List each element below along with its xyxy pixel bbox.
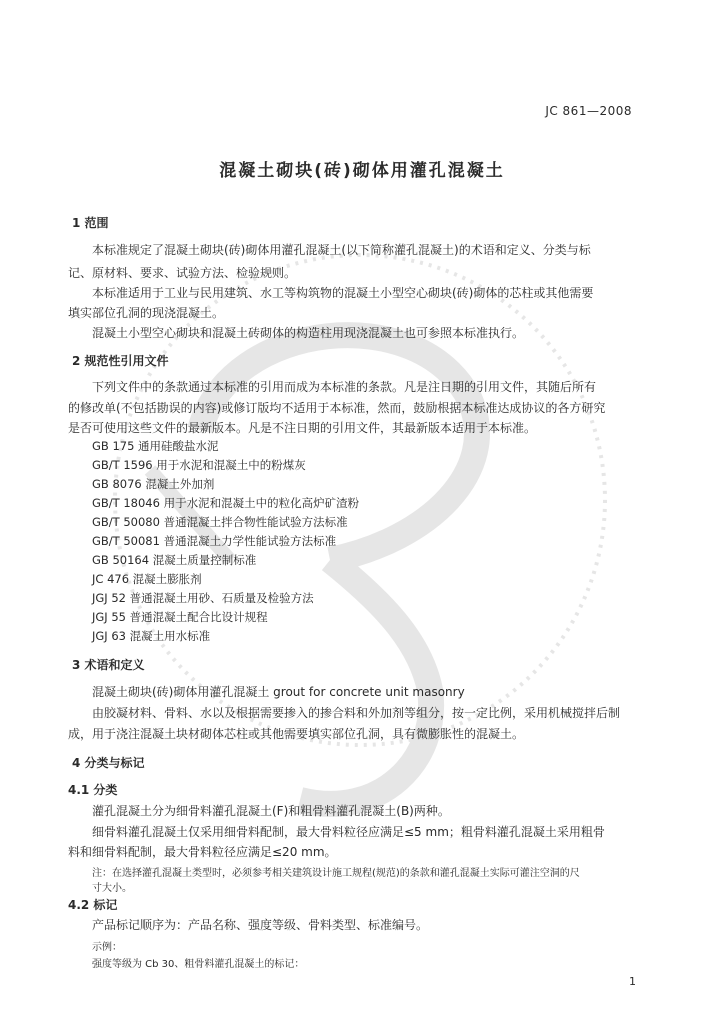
- example-text: 强度等级为 Cb 30、粗骨料灌孔混凝土的标记：: [92, 959, 305, 970]
- section-2-para: 下列文件中的条款通过本标准的引用而成为本标准的条款。凡是注日期的引用文件，其随后所有: [92, 380, 597, 394]
- section-1-para: 本标准适用于工业与民用建筑、水工等构筑物的混凝土小型空心砌块(砖)砌体的芯柱或其他需要: [92, 286, 594, 300]
- standard-number: JC 861—2008: [545, 104, 632, 118]
- section-3-heading: 3 术语和定义: [72, 658, 145, 672]
- reference-item: GB 8076 混凝土外加剂: [92, 477, 215, 491]
- reference-item: JGJ 52 普通混凝土用砂、石质量及检验方法: [92, 591, 314, 605]
- reference-item: GB/T 50081 普通混凝土力学性能试验方法标准: [92, 534, 337, 548]
- note-text: 寸大小。: [92, 883, 132, 894]
- reference-item: GB/T 1596 用于水泥和混凝土中的粉煤灰: [92, 458, 306, 472]
- reference-item: GB/T 50080 普通混凝土拌合物性能试验方法标准: [92, 515, 348, 529]
- section-1-para: 本标准规定了混凝土砌块(砖)砌体用灌孔混凝土(以下简称灌孔混凝土)的术语和定义、分类与标: [92, 243, 591, 257]
- section-1-para: 记、原材料、要求、试验方法、检验规则。: [68, 266, 297, 280]
- note-text: 注：在选择灌孔混凝土类型时，必须参考相关建筑设计施工规程(规范)的条款和灌孔混凝土实际可灌注空洞的尺: [92, 868, 580, 879]
- section-4-para: 料和细骨料配制，最大骨料粒径应满足≤20 mm。: [68, 845, 337, 859]
- section-1-para: 填实部位孔洞的现浇混凝土。: [68, 306, 225, 320]
- subsection-4-2-heading: 4.2 标记: [68, 898, 118, 912]
- section-2-heading: 2 规范性引用文件: [72, 354, 169, 368]
- section-4-para: 产品标记顺序为：产品名称、强度等级、骨料类型、标准编号。: [92, 918, 429, 932]
- page-number: 1: [629, 975, 636, 988]
- term-title: 混凝土砌块(砖)砌体用灌孔混凝土 grout for concrete unit masonry: [92, 685, 465, 699]
- term-definition: 由胶凝材料、骨料、水以及根据需要掺入的掺合料和外加剂等组分，按一定比例，采用机械搅拌后制: [92, 706, 621, 720]
- example-label: 示例：: [92, 942, 122, 953]
- section-1-para: 混凝土小型空心砌块和混凝土砖砌体的构造柱用现浇混凝土也可参照本标准执行。: [92, 326, 525, 340]
- section-4-para: 细骨料灌孔混凝土仅采用细骨料配制，最大骨料粒径应满足≤5 mm；粗骨料灌孔混凝土采用粗骨: [92, 825, 605, 839]
- reference-item: JGJ 63 混凝土用水标准: [92, 629, 211, 643]
- term-definition: 成，用于浇注混凝土块材砌体芯柱或其他需要填实部位孔洞，具有微膨胀性的混凝土。: [68, 727, 525, 741]
- reference-item: GB 175 通用硅酸盐水泥: [92, 439, 219, 453]
- reference-item: GB/T 18046 用于水泥和混凝土中的粒化高炉矿渣粉: [92, 496, 360, 510]
- section-1-heading: 1 范围: [72, 216, 109, 230]
- reference-item: GB 50164 混凝土质量控制标准: [92, 553, 257, 567]
- reference-item: JC 476 混凝土膨胀剂: [92, 572, 202, 586]
- section-2-para: 是否可使用这些文件的最新版本。凡是不注日期的引用文件，其最新版本适用于本标准。: [68, 421, 537, 435]
- reference-item: JGJ 55 普通混凝土配合比设计规程: [92, 610, 268, 624]
- document-title: 混凝土砌块(砖)砌体用灌孔混凝土: [219, 161, 505, 181]
- section-4-para: 灌孔混凝土分为细骨料灌孔混凝土(F)和粗骨料灌孔混凝土(B)两种。: [92, 804, 450, 818]
- section-2-para: 的修改单(不包括勘误的内容)或修订版均不适用于本标准，然而，鼓励根据本标准达成协议的各方研究: [68, 401, 606, 415]
- subsection-4-1-heading: 4.1 分类: [68, 783, 118, 797]
- section-4-heading: 4 分类与标记: [72, 756, 145, 770]
